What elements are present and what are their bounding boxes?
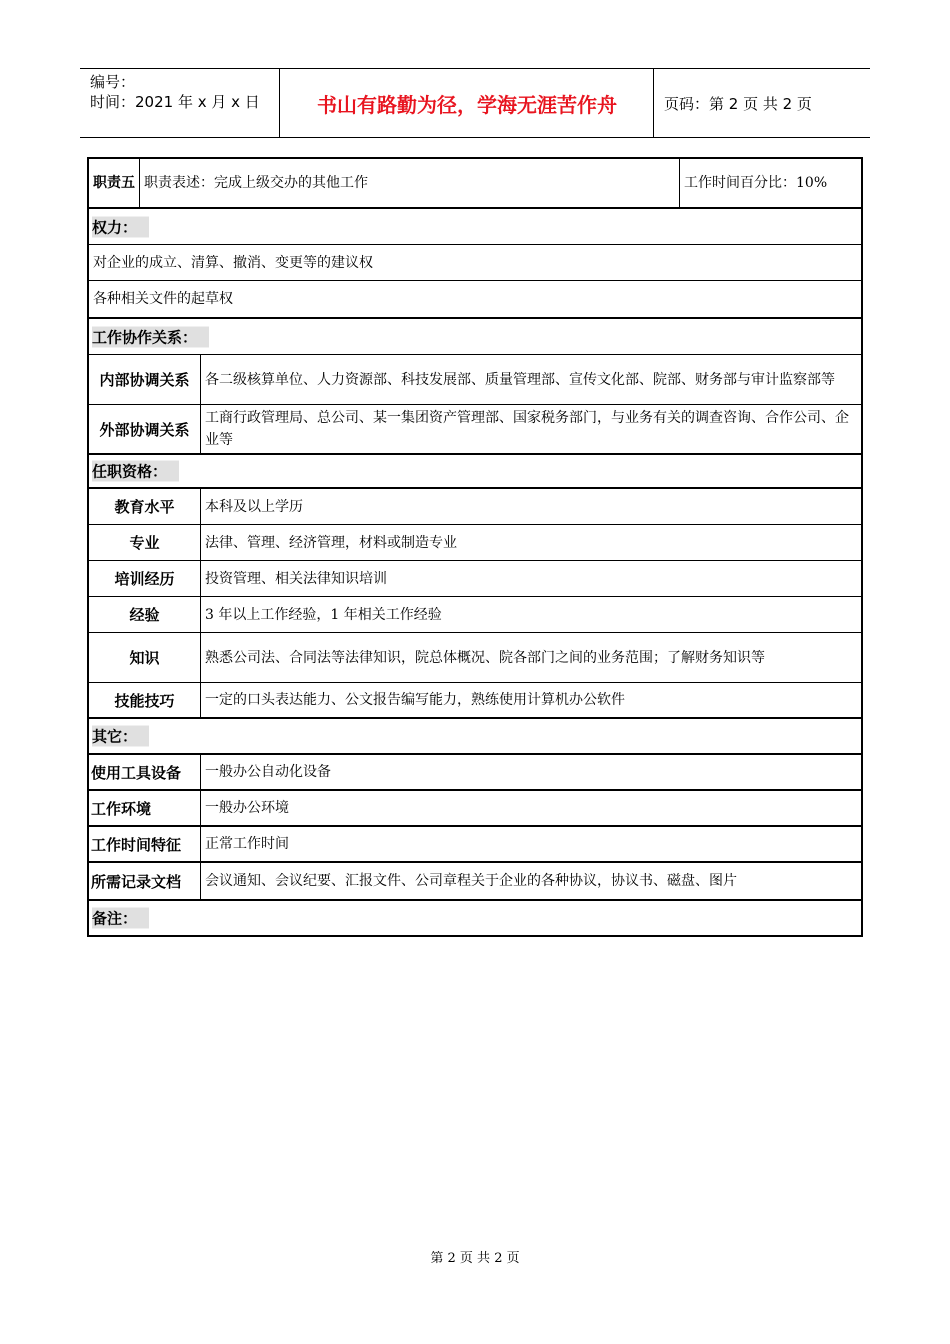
qualification-row (89, 683, 861, 719)
duty-five-label: 职责五 (89, 159, 140, 207)
power-section-header (89, 209, 861, 245)
remarks-section-header (89, 901, 861, 935)
qualification-text: 投资管理、相关法律知识培训 (205, 570, 387, 587)
external-coordination-row (89, 405, 861, 455)
remarks-title: 备注： (92, 908, 149, 929)
other-text: 一般办公环境 (205, 800, 289, 816)
external-coordination-label: 外部协调关系 (89, 405, 201, 453)
other-text: 正常工作时间 (205, 836, 289, 852)
page-header (80, 68, 870, 138)
power-item (89, 245, 861, 281)
qualification-row (89, 597, 861, 633)
power-item (89, 281, 861, 319)
qualification-title: 任职资格： (92, 461, 179, 482)
qualification-label: 知识 (89, 633, 201, 682)
qualification-label: 专业 (89, 525, 201, 560)
qualification-section-header (89, 455, 861, 489)
internal-coordination-label: 内部协调关系 (89, 355, 201, 404)
qualification-row (89, 525, 861, 561)
qualification-text: 一定的口头表达能力、公文报告编写能力，熟练使用计算机办公软件 (205, 692, 625, 708)
header-page-info: 页码：第 2 页 共 2 页 (664, 94, 812, 113)
job-description-table (87, 157, 863, 937)
power-item-text: 对企业的成立、清算、撤消、变更等的建议权 (93, 254, 373, 271)
other-label: 工作时间特征 (89, 827, 201, 861)
qualification-text: 3 年以上工作经验，1 年相关工作经验 (205, 606, 442, 623)
other-title: 其它： (92, 726, 149, 747)
qualification-label: 培训经历 (89, 561, 201, 596)
duty-five-row (89, 159, 861, 209)
qualification-row (89, 489, 861, 525)
other-label: 使用工具设备 (89, 755, 201, 789)
page-footer: 第 2 页 共 2 页 (430, 1251, 520, 1266)
power-title: 权力： (92, 216, 149, 237)
internal-coordination-text: 各二级核算单位、人力资源部、科技发展部、质量管理部、宣传文化部、院部、财务部与审计监察部等 (205, 371, 835, 388)
other-row (89, 827, 861, 863)
power-item-text: 各种相关文件的起草权 (93, 291, 233, 307)
other-label: 工作环境 (89, 791, 201, 825)
qualification-label: 经验 (89, 597, 201, 632)
document-time: 时间：2021 年 x 月 x 日 (90, 93, 260, 111)
other-text: 一般办公自动化设备 (205, 764, 331, 780)
duty-five-percent: 工作时间百分比：10% (684, 175, 828, 191)
qualification-row (89, 561, 861, 597)
qualification-text: 熟悉公司法、合同法等法律知识，院总体概况、院各部门之间的业务范围；了解财务知识等 (205, 649, 765, 666)
qualification-label: 技能技巧 (89, 683, 201, 717)
other-label: 所需记录文档 (89, 863, 201, 899)
document-number: 编号： (90, 73, 136, 91)
other-section-header (89, 719, 861, 755)
other-row (89, 791, 861, 827)
qualification-row (89, 633, 861, 683)
qualification-text: 法律、管理、经济管理，材料或制造专业 (205, 534, 457, 551)
other-row (89, 755, 861, 791)
other-text: 会议通知、会议纪要、汇报文件、公司章程关于企业的各种协议，协议书、磁盘、图片 (205, 873, 737, 889)
cooperation-title: 工作协作关系： (92, 326, 209, 347)
external-coordination-text: 工商行政管理局、总公司、某一集团资产管理部、国家税务部门，与业务有关的调查咨询、合作公司、企业等 (205, 410, 849, 448)
qualification-label: 教育水平 (89, 489, 201, 524)
qualification-text: 本科及以上学历 (205, 498, 303, 515)
internal-coordination-row (89, 355, 861, 405)
other-row (89, 863, 861, 901)
cooperation-section-header (89, 319, 861, 355)
header-motto: 书山有路勤为径，学海无涯苦作舟 (281, 69, 654, 137)
duty-five-desc: 职责表述：完成上级交办的其他工作 (140, 159, 680, 207)
header-meta (80, 69, 280, 137)
